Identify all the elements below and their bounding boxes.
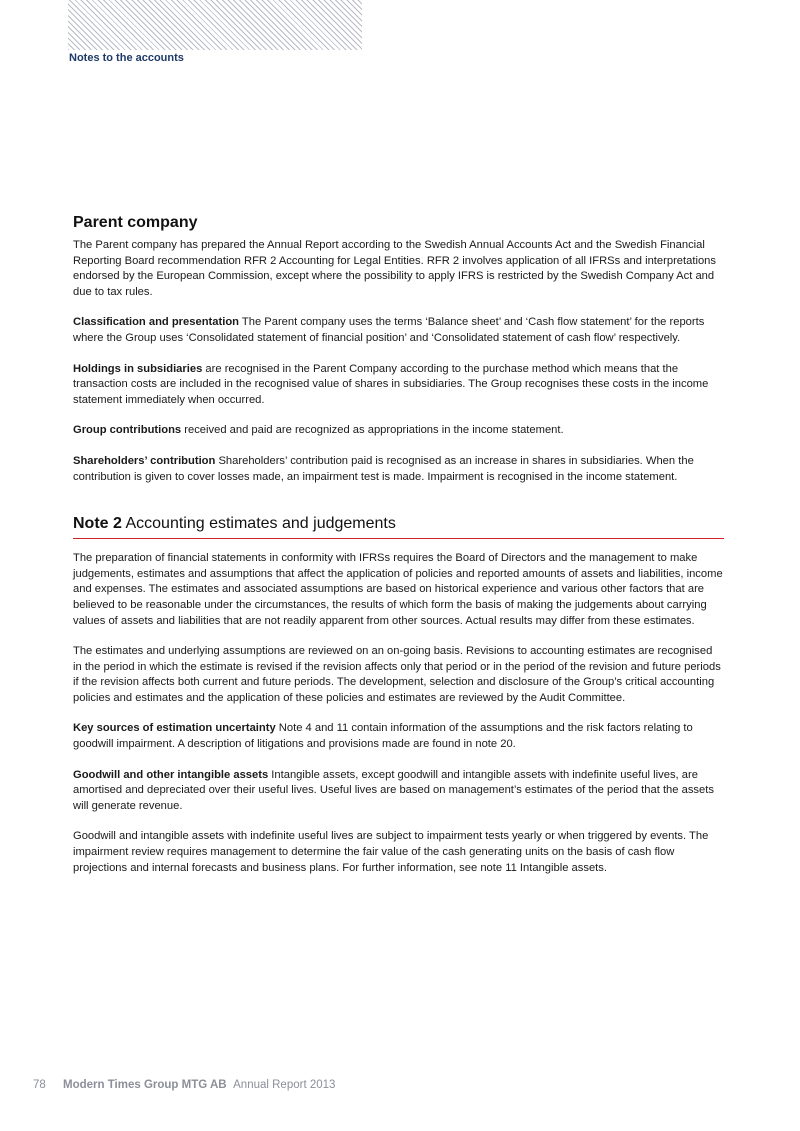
goodwill-lead: Goodwill and other intangible assets	[73, 768, 269, 781]
note-2-paragraph-last: Goodwill and intangible assets with indefinite useful lives are subject to impairment tests yearly or when triggered by events. The impairment review requires management to determine the fair value of the cash generating units on the basis of cash flow projections and internal forecasts and business plans. For further information, see note 11 Intangible assets.	[73, 830, 709, 874]
parent-company-heading: Parent company	[73, 214, 198, 231]
section-label: Notes to the accounts	[69, 52, 184, 64]
shareholders-paragraph	[73, 454, 724, 485]
classification-lead: Classification and presentation	[73, 316, 239, 329]
shareholders-text: Shareholders’ contribution paid is recognised as an increase in shares in subsidiaries. When the contribution is given to cover losses made, an impairment test is made. Impairment is recognised in the income statement.	[73, 454, 694, 483]
note-2-heading	[73, 515, 724, 539]
note-2-number: Note 2	[73, 515, 122, 533]
note-2-title: Accounting estimates and judgements	[121, 515, 396, 533]
header-hatch-pattern	[68, 0, 362, 50]
key-sources-paragraph	[73, 721, 724, 752]
page-content	[73, 214, 724, 891]
note-2-paragraph-2: The estimates and underlying assumptions are reviewed on an on-going basis. Revisions to accounting estimates are recognised in the period in which the estimate is revised if the revision affects only that period or in the period of the revision and future periods if the revision affects both current and future periods. The development, selection and disclosure of the Group’s critical accounting policies and estimates and the application of these policies and estimates are reviewed by the Audit Committee.	[73, 645, 721, 704]
parent-intro-paragraph: The Parent company has prepared the Annual Report according to the Swedish Annual Accounts Act and the Swedish Financial Reporting Board recommendation RFR 2 Accounting for Legal Entities. RFR 2 involves application of all IFRSs and interpretations endorsed by the European Commission, except where the possibility to apply IFRS is restricted by the Swedish Company Act and due to tax rules.	[73, 239, 716, 298]
shareholders-lead: Shareholders’ contribution	[73, 454, 216, 467]
group-contributions-paragraph	[73, 423, 724, 439]
footer-report: Annual Report 2013	[233, 1079, 336, 1091]
group-contributions-lead: Group contributions	[73, 424, 182, 437]
goodwill-text: Intangible assets, except goodwill and intangible assets with indefinite useful lives, are amortised and depreciated over their useful lives. Useful lives are based on management’s estimates of the period that the assets will generate revenue.	[73, 768, 714, 812]
holdings-paragraph	[73, 362, 724, 409]
goodwill-paragraph	[73, 768, 724, 815]
page-number: 78	[33, 1079, 46, 1091]
classification-paragraph	[73, 315, 724, 346]
note-2-paragraph-1: The preparation of financial statements in conformity with IFRSs requires the Board of Directors and the management to make judgements, estimates and assumptions that affect the application of policies and reported amounts of assets and liabilities, income and expenses. The estimates and associated assumptions are based on historical experience and various other factors that are believed to be reasonable under the circumstances, the results of which form the basis of making the judgements about carrying values of assets and liabilities that are not readily apparent from other sources. Actual results may differ from these estimates.	[73, 552, 723, 627]
footer-company: Modern Times Group MTG AB	[63, 1079, 227, 1091]
key-sources-text: Note 4 and 11 contain information of the assumptions and the risk factors relating to goodwill impairment. A description of litigations and provisions made are found in note 20.	[73, 722, 693, 751]
note-2-body	[73, 551, 724, 876]
page-footer	[33, 1079, 335, 1091]
group-contributions-text: received and paid are recognized as appropriations in the income statement.	[181, 424, 564, 437]
classification-text: The Parent company uses the terms ‘Balance sheet’ and ‘Cash flow statement’ for the reports where the Group uses ‘Consolidated statement of financial position’ and ‘Consolidated statement of cash flow’ respectively.	[73, 316, 705, 344]
key-sources-lead: Key sources of estimation uncertainty	[73, 722, 276, 735]
holdings-lead: Holdings in subsidiaries	[73, 362, 203, 375]
holdings-text: are recognised in the Parent Company according to the purchase method which means that the transaction costs are included in the recognised value of shares in subsidiaries. The Group recognises these costs in the income statement immediately when occurred.	[73, 362, 709, 406]
